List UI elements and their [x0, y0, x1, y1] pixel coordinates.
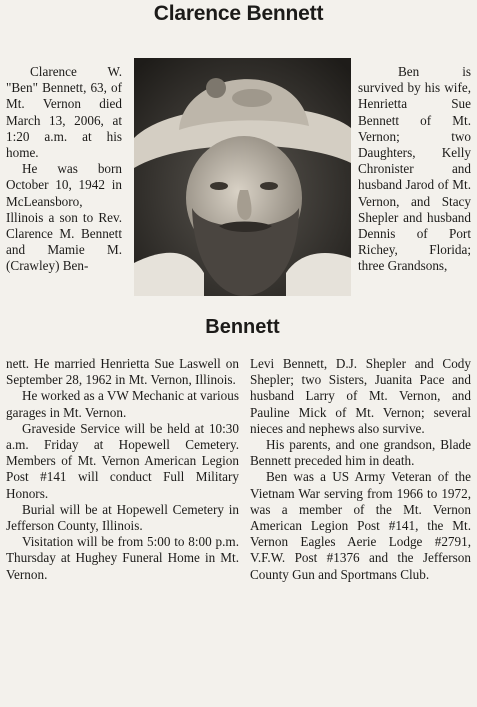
paragraph: He was born October 10, 1942 in McLeansboro, Illinois a son to Rev. Clarence M. Bennett and Mamie M. (Crawley) Ben-: [6, 161, 122, 274]
paragraph: Levi Bennett, D.J. Shepler and Cody Shepler; two Sisters, Juanita Pace and husband Larry of Mt. Vernon, and Pauline Mick of Mt. Vernon; several nieces and nephews also survive.: [250, 356, 471, 436]
photo-caption: Bennett: [205, 316, 280, 338]
lower-left-column: [6, 356, 239, 583]
right-column: [358, 64, 471, 275]
paragraph: Clarence W. "Ben" Bennett, 63, of Mt. Vernon died March 13, 2006, at 1:20 a.m. at his home.: [6, 64, 122, 161]
paragraph: nett. He married Henrietta Sue Laswell on September 28, 1962 in Mt. Vernon, Illinois.: [6, 356, 239, 388]
paragraph: Visitation will be from 5:00 to 8:00 p.m. Thursday at Hughey Funeral Home in Mt. Vernon.: [6, 534, 239, 582]
paragraph: Ben was a US Army Veteran of the Vietnam War serving from 1966 to 1972, was a member of the Mt. Vernon American Legion Post #141, the Mt. Vernon Eagles Aerie Lodge #2791, V.F.W. Post #1376 and the Jefferson County Gun and Sportmans Club.: [250, 469, 471, 582]
paragraph: Burial will be at Hopewell Cemetery in Jefferson County, Illinois.: [6, 501, 239, 534]
left-column: [6, 64, 122, 275]
lower-right-column: [250, 356, 471, 583]
paragraph: His parents, and one grandson, Blade Bennett preceded him in death.: [250, 437, 471, 469]
portrait-photo: [134, 58, 351, 296]
obituary-headline: Clarence Bennett: [153, 2, 324, 25]
portrait-image: [134, 58, 351, 296]
paragraph: Graveside Service will be held at 10:30 a.m. Friday at Hopewell Cemetery. Members of Mt. Vernon American Legion Post #141 will conduct Full Military Honors.: [6, 420, 239, 501]
paragraph: He worked as a VW Mechanic at various garages in Mt. Vernon.: [6, 388, 239, 420]
paragraph: Ben is survived by his wife, Henrietta Sue Bennett of Mt. Vernon; two Daughters, Kelly Chronister and husband Jarod of Mt. Vernon, and Stacy Shepler and husband Dennis of Port Richey, Florida; three Grandsons,: [358, 64, 471, 274]
